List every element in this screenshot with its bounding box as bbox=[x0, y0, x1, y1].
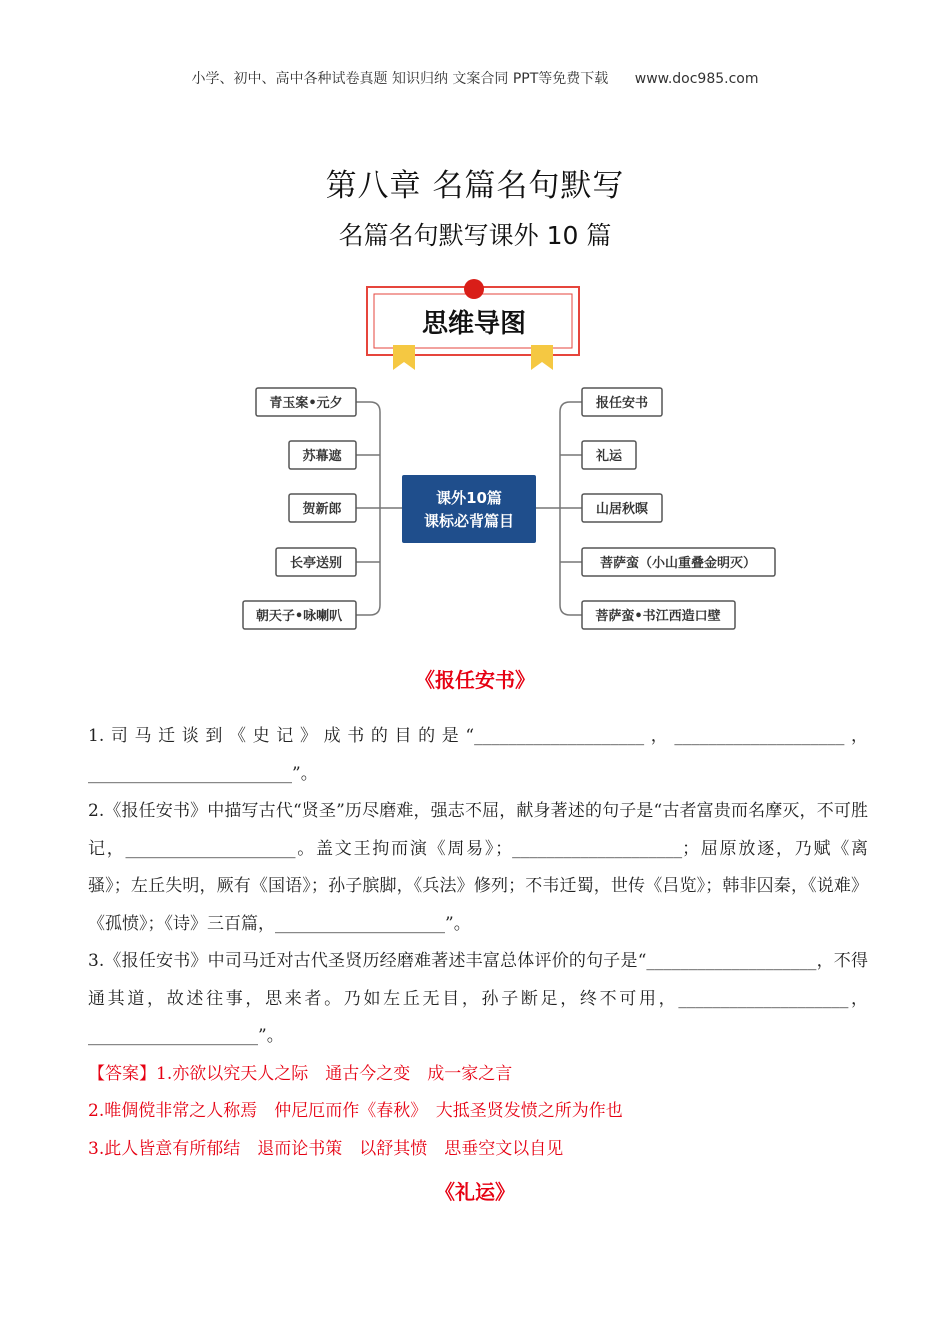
answer-1-text: 1.亦欲以究天人之际 通古今之变 成一家之言 bbox=[156, 1063, 513, 1084]
question-block bbox=[88, 718, 868, 1168]
ribbon-left-icon bbox=[393, 345, 415, 370]
header-site[interactable]: www.doc985.com bbox=[634, 71, 759, 87]
question-1: 1.司马迁谈到《史记》成书的目的是“____________________，____________________，________________________”。 bbox=[88, 726, 868, 784]
question-3: 3.《报任安书》中司马迁对古代圣贤历经磨难著述丰富总体评价的句子是“____________________，不得通其道，故述往事，思来者。乃如左丘无目，孙子断足，终不可用，____________________，____________________”。 bbox=[88, 951, 868, 1046]
chapter-subtitle: 名篇名句默写课外 10 篇 bbox=[338, 221, 612, 250]
answer-label: 【答案】 bbox=[88, 1063, 156, 1084]
question-2: 2.《报任安书》中描写古代“贤圣”历尽磨难，强志不屈，献身著述的句子是“古者富贵而名摩灭，不可胜记，____________________。盖文王拘而演《周易》；____________________；屈原放逐，乃赋《离骚》；左丘失明，厥有《国语》；孙子膑脚，《兵法》修列；不韦迁蜀，世传《吕览》；韩非囚秦，《说难》《孤愤》；《诗》三百篇，____________________”。 bbox=[88, 801, 868, 934]
node-right-3: 山居秋暝 bbox=[595, 502, 649, 517]
answer-2: 2.唯倜傥非常之人称焉 仲尼厄而作《春秋》 大抵圣贤发愤之所为作也 bbox=[88, 1101, 623, 1121]
node-right-5: 菩萨蛮•书江西造口壁 bbox=[595, 609, 721, 624]
banner-title: 思维导图 bbox=[421, 309, 527, 339]
node-left-3: 贺新郎 bbox=[302, 502, 342, 517]
mind-map-banner bbox=[367, 279, 579, 370]
answer-1 bbox=[88, 1056, 868, 1094]
chapter-title: 第八章 名篇名句默写 bbox=[325, 168, 625, 204]
node-right-2: 礼运 bbox=[595, 449, 623, 464]
node-right-1: 报任安书 bbox=[595, 396, 649, 411]
banner-pin-icon bbox=[464, 279, 484, 299]
ribbon-right-icon bbox=[531, 345, 553, 370]
node-left-1: 青玉案•元夕 bbox=[269, 396, 343, 411]
section-heading-baoren: 《报任安书》 bbox=[415, 668, 535, 692]
mind-map bbox=[0, 0, 950, 650]
node-left-5: 朝天子•咏喇叭 bbox=[255, 609, 343, 624]
header-text: 小学、初中、高中各种试卷真题 知识归纳 文案合同 PPT等免费下载 bbox=[191, 71, 609, 87]
node-left-4: 长亭送别 bbox=[289, 556, 343, 571]
answer-3: 3.此人皆意有所郁结 退而论书策 以舒其愤 思垂空文以自见 bbox=[88, 1138, 564, 1159]
center-line1: 课外10篇 bbox=[436, 489, 502, 507]
node-left-2: 苏幕遮 bbox=[302, 449, 342, 464]
mind-map-center-node bbox=[402, 475, 536, 543]
center-line2: 课标必背篇目 bbox=[423, 512, 515, 530]
section-heading-liyun: 《礼运》 bbox=[435, 1180, 515, 1204]
node-right-4: 菩萨蛮（小山重叠金明灭） bbox=[599, 556, 757, 571]
